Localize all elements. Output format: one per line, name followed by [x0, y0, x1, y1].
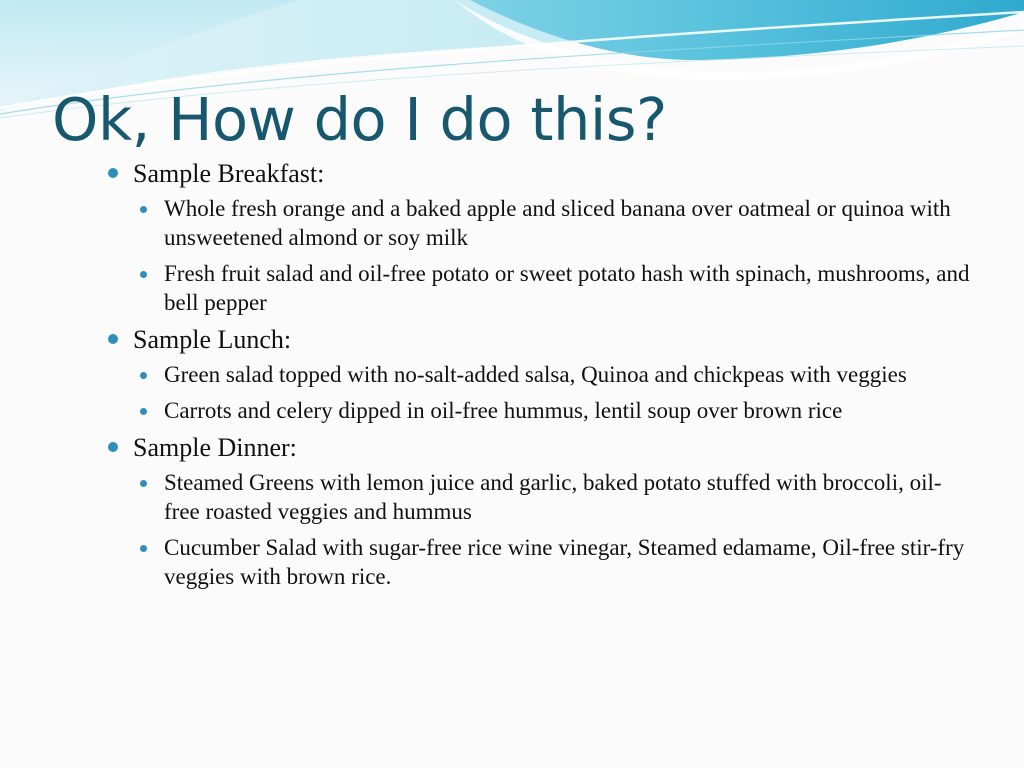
list-item	[106, 360, 976, 389]
bullet-icon	[108, 168, 118, 178]
list-item-text: Green salad topped with no-salt-added salsa, Quinoa and chickpeas with veggies	[164, 362, 907, 387]
list-item	[106, 533, 976, 591]
list-item	[106, 396, 976, 425]
bullet-icon	[140, 206, 147, 213]
list-item-text: Fresh fruit salad and oil-free potato or sweet potato hash with spinach, mushrooms, and bell pepper	[164, 261, 970, 315]
list-item	[106, 194, 976, 252]
bullet-icon	[108, 442, 118, 452]
list-item-text: Whole fresh orange and a baked apple and sliced banana over oatmeal or quinoa with unsweetened almond or soy milk	[164, 196, 951, 250]
item-list	[106, 468, 976, 591]
slide-content	[106, 158, 976, 598]
list-item-text: Carrots and celery dipped in oil-free hummus, lentil soup over brown rice	[164, 398, 843, 423]
section-heading-text: Sample Breakfast:	[133, 159, 325, 188]
section-breakfast	[106, 158, 976, 317]
list-item-text: Steamed Greens with lemon juice and garlic, baked potato stuffed with broccoli, oil-free roasted veggies and hummus	[164, 470, 942, 524]
item-list	[106, 194, 976, 317]
section-dinner	[106, 432, 976, 591]
bullet-icon	[140, 271, 147, 278]
list-item	[106, 468, 976, 526]
list-item-text: Cucumber Salad with sugar-free rice wine vinegar, Steamed edamame, Oil-free stir-fry veggies with brown rice.	[164, 535, 965, 589]
bullet-icon	[140, 480, 147, 487]
bullet-icon	[108, 334, 118, 344]
list-item	[106, 259, 976, 317]
bullet-icon	[140, 372, 147, 379]
section-lunch	[106, 324, 976, 425]
section-heading-text: Sample Lunch:	[133, 325, 292, 354]
section-heading	[106, 432, 976, 464]
section-heading-text: Sample Dinner:	[133, 433, 297, 462]
bullet-icon	[140, 408, 147, 415]
slide-title: Ok, How do I do this?	[52, 85, 667, 154]
section-heading	[106, 324, 976, 356]
item-list	[106, 360, 976, 425]
bullet-icon	[140, 545, 147, 552]
section-heading	[106, 158, 976, 190]
